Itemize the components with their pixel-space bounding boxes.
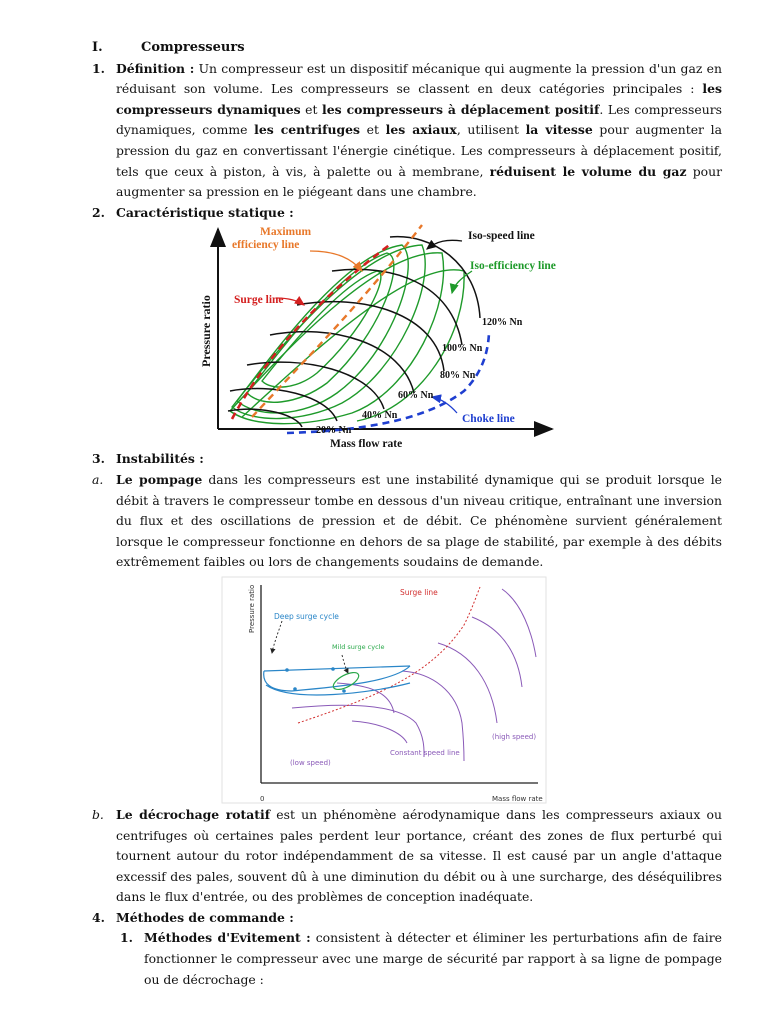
compressor-map-svg <box>92 223 722 449</box>
choke-line-label: Choke line <box>462 413 515 426</box>
surge-line-label: Surge line <box>400 587 438 597</box>
max-efficiency-label: Maximum <box>260 226 312 239</box>
surge-line-label: Surge line <box>234 294 284 307</box>
item-number: 1. <box>120 930 133 946</box>
avoidance-title: Méthodes d'Evitement : <box>144 930 311 946</box>
surge-title: Le pompage <box>116 471 203 487</box>
bold-run: réduisent le volume du gaz <box>489 163 687 179</box>
item-static-characteristic <box>92 203 722 224</box>
item-definition <box>92 59 722 203</box>
rotating-stall-title: Le décrochage rotatif <box>116 806 271 822</box>
text-run: dans les compresseurs est une instabilité dynamique qui se produit lorsque le débit à travers le compresseur tombe en dessous d'un niveau critique, entraînant une inversion du flux et des oscillations de pression et de débit. Ce phénomène survient généralement lorsque le compresseur fonctionne en dehors de sa plage de stabilité, par exemple à des débits extrêmement faibles ou lors de changements soudains de demande. <box>116 471 722 570</box>
high-speed-label: (high speed) <box>492 732 537 741</box>
item-title: Caractéristique statique : <box>116 204 294 220</box>
section-number: I. <box>92 40 103 55</box>
speed-label-120: 120% Nn <box>482 317 523 329</box>
speed-label-60: 60% Nn <box>398 390 434 402</box>
text-run: . Les compresseurs dynamiques, comme <box>116 101 722 138</box>
deep-surge-label: Deep surge cycle <box>274 611 339 621</box>
iso-speed-label: Iso-speed line <box>468 230 535 243</box>
text-run: pour augmenter sa pression en le piégeant dans une chambre. <box>116 163 722 200</box>
item-letter: a. <box>92 471 104 487</box>
speed-label-80: 80% Nn <box>440 370 476 382</box>
item-letter: b. <box>92 806 104 822</box>
item-control-methods <box>92 908 722 929</box>
bold-run: les centrifuges <box>254 122 360 138</box>
x-axis-label: Mass flow rate <box>492 794 543 803</box>
max-efficiency-line <box>252 225 422 417</box>
item-number: 1. <box>92 60 105 76</box>
text-run: pour augmenter la pression du gaz en convertissant l'énergie cinétique. Les compresseurs à déplacement positif, tels que ceux à piston, à vis, à palette ou à membrane, <box>116 122 722 179</box>
speed-label-40: 40% Nn <box>362 410 398 422</box>
item-title: Méthodes de commande : <box>116 909 294 925</box>
text-run: et <box>300 101 323 117</box>
text-run: consistent à détecter et éliminer les perturbations afin de faire fonctionner le compresseur avec une marge de sécurité par rapport à sa ligne de pompage ou de décrochage : <box>144 930 723 987</box>
low-speed-label: (low speed) <box>290 758 331 767</box>
y-axis-label: Pressure ratio <box>248 584 256 633</box>
iso-efficiency-label: Iso-efficiency line <box>470 260 556 273</box>
item-rotating-stall <box>92 805 722 908</box>
section-heading <box>92 38 722 59</box>
max-efficiency-label-2: efficiency line <box>232 239 300 252</box>
item-title: Instabilités : <box>116 451 204 467</box>
item-number: 3. <box>92 451 105 467</box>
definition-title: Définition : <box>116 60 195 76</box>
avoidance-paragraph <box>144 928 722 990</box>
definition-paragraph <box>116 59 722 203</box>
bold-run: la vitesse <box>525 122 593 138</box>
constant-speed-label: Constant speed line <box>390 748 460 757</box>
mild-surge-label: Mild surge cycle <box>332 642 385 651</box>
speed-label-20: 20% Nn <box>316 425 352 437</box>
text-run: et <box>360 122 386 138</box>
item-avoidance-methods <box>120 928 722 990</box>
surge-cycle-figure <box>92 573 722 805</box>
text-run: , utilisent <box>456 122 526 138</box>
bold-run: les compresseurs à déplacement positif <box>322 101 600 117</box>
item-number: 2. <box>92 204 105 220</box>
bold-run: les axiaux <box>385 122 457 138</box>
item-number: 4. <box>92 909 105 925</box>
text-run: est un phénomène aérodynamique dans les compresseurs axiaux ou centrifuges où certaines pales perdent leur portance, créant des zones de flux perturbé qui tournent autour du rotor indépendamment de sa vitesse. Il est causé par un angle d'attaque excessif des pales, souvent dû à une diminution du débit ou à une surcharge, des déséquilibres dans le flux d'entrée, ou des problèmes de conception inadéquate. <box>116 806 722 905</box>
rotating-stall-paragraph <box>116 805 722 908</box>
compressor-map-figure <box>92 223 722 449</box>
origin-label: 0 <box>260 794 265 803</box>
item-surge <box>92 470 722 573</box>
y-axis-label: Pressure ratio <box>199 295 213 368</box>
section-title: Compresseurs <box>141 40 245 55</box>
document-page <box>92 38 722 990</box>
x-axis-label: Mass flow rate <box>330 438 403 450</box>
text-run: Un compresseur est un dispositif mécanique qui augmente la pression d'un gaz en réduisant son volume. Les compresseurs se classent en deux catégories principales : <box>116 60 722 97</box>
surge-cycle-svg <box>92 573 722 805</box>
surge-paragraph <box>116 470 722 573</box>
item-instabilities <box>92 449 722 470</box>
speed-label-100: 100% Nn <box>442 343 483 355</box>
bold-run: les compresseurs dynamiques <box>116 81 722 117</box>
